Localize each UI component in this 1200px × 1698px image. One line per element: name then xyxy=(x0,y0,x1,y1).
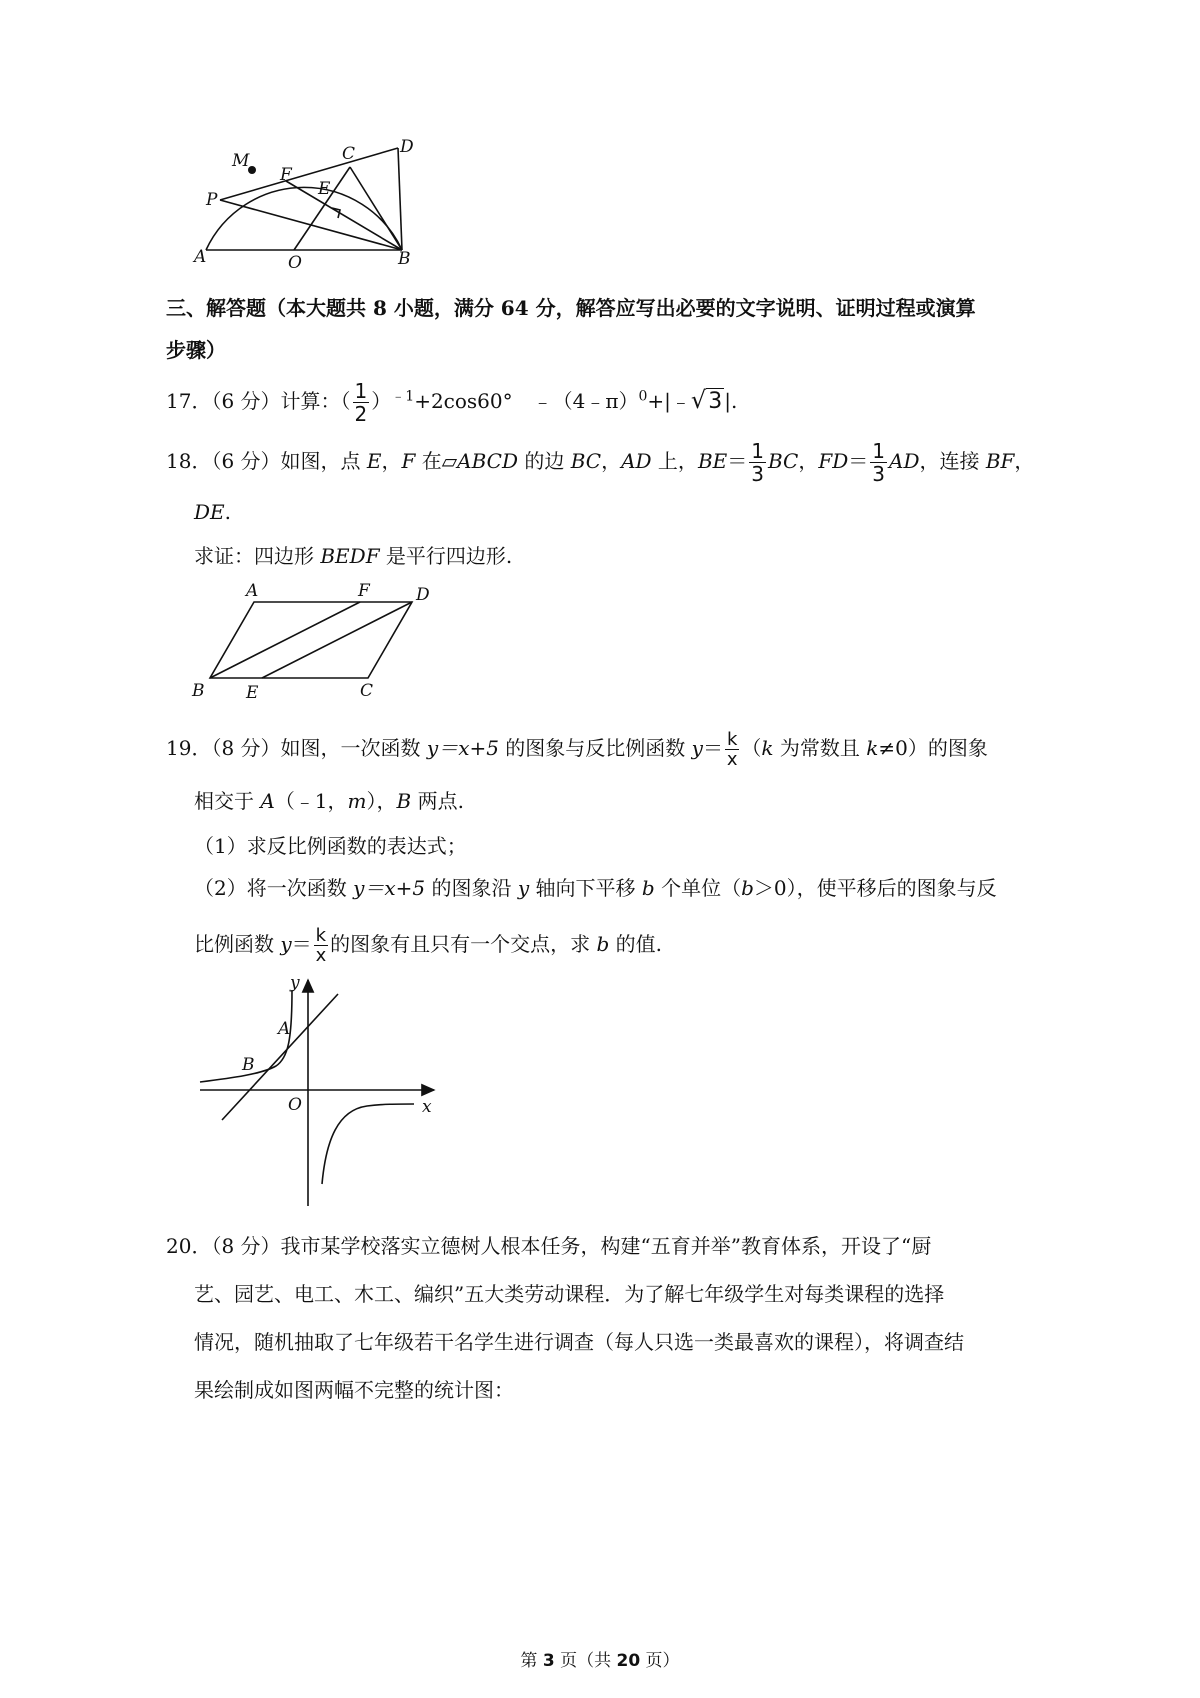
label-p: P xyxy=(206,190,218,210)
label-a: A xyxy=(246,581,259,601)
label-a: A xyxy=(278,1019,291,1039)
label-y: y xyxy=(290,973,300,993)
label-c: C xyxy=(360,681,374,701)
label-d: D xyxy=(400,137,414,157)
question-19-part2: （2）将一次函数 y＝x+5 的图象沿 y 轴向下平移 b 个单位（b＞0），使平移后的图象与反 xyxy=(194,876,997,900)
question-18: 18．（6 分）如图，点 E，F 在▱ABCD 的边 BC，AD 上，BE＝ $\frac{1}{3}$ BC，FD＝ $\frac{1}{3}$ AD，连接 BF， xyxy=(166,439,1035,486)
section-heading-cont: 步骤） xyxy=(166,338,226,362)
question-17: 17．（6 分）计算：（ $\frac{1}{2}$ ）$^{﹣1}$+2cos60° ﹣（4﹣π）$^0$+|﹣√3 |. xyxy=(166,379,738,426)
fraction-k-over-x: $\frac{k}{x}$ xyxy=(726,729,738,770)
label-o: O xyxy=(288,253,302,273)
label-a: A xyxy=(194,247,207,267)
label-e: E xyxy=(246,683,259,703)
label-b: B xyxy=(192,681,205,701)
label-o: O xyxy=(288,1095,302,1115)
label-b: B xyxy=(398,249,411,269)
question-20-cont: 情况，随机抽取了七年级若干名学生进行调查（每人只选一类最喜欢的课程），将调查结 xyxy=(194,1330,964,1354)
question-19-part1: （1）求反比例函数的表达式； xyxy=(194,834,467,858)
label-c: C xyxy=(342,144,356,164)
hyperbola-branch-right xyxy=(322,1104,414,1184)
question-19: 19．（8 分）如图，一次函数 y＝x+5 的图象与反比例函数 y＝ $\frac{k}{x}$ （k 为常数且 k≠0）的图象 xyxy=(166,729,988,770)
question-20-cont: 艺、园艺、电工、木工、编织”五大类劳动课程．为了解七年级学生对每类课程的选择 xyxy=(194,1282,945,1306)
question-18-cont: DE. xyxy=(194,500,231,524)
fraction-half: $\frac{1}{2}$ xyxy=(354,379,368,426)
line-y-eq-x-plus-5 xyxy=(222,994,338,1120)
label-f: F xyxy=(280,165,292,185)
fraction-third: $\frac{1}{3}$ xyxy=(751,439,764,486)
figure-parallelogram xyxy=(188,578,448,704)
question-19-part2-cont: 比例函数 y＝ $\frac{k}{x}$ 的图象有且只有一个交点，求 b 的值. xyxy=(194,925,662,966)
figure-function-graph xyxy=(192,970,452,1210)
question-20-cont: 果绘制成如图两幅不完整的统计图： xyxy=(194,1378,514,1402)
parallelogram-abcd xyxy=(210,602,412,678)
label-m: M xyxy=(232,151,250,171)
label-x: x xyxy=(422,1097,432,1117)
label-e: E xyxy=(318,179,331,199)
question-18-prove: 求证：四边形 BEDF 是平行四边形. xyxy=(194,544,513,568)
label-b: B xyxy=(242,1055,255,1075)
fraction-third: $\frac{1}{3}$ xyxy=(872,439,885,486)
semicircle-arc xyxy=(206,187,402,250)
question-19-cont: 相交于 A（﹣1，m），B 两点. xyxy=(194,789,464,813)
segment-fb xyxy=(286,181,402,250)
segment-bd xyxy=(398,148,402,250)
question-20: 20．（8 分）我市某学校落实立德树人根本任务，构建“五育并举”教育体系，开设了“厨 xyxy=(166,1234,932,1258)
page-footer: 第 3 页（共 20 页） xyxy=(520,1651,680,1671)
figure-semicircle xyxy=(190,130,430,275)
sqrt-three: √3 xyxy=(690,386,723,414)
fraction-k-over-x: $\frac{k}{x}$ xyxy=(315,925,327,966)
section-heading: 三、解答题（本大题共 8 小题，满分 64 分，解答应写出必要的文字说明、证明过程或演算 xyxy=(166,296,976,320)
label-f: F xyxy=(358,581,370,601)
label-d: D xyxy=(416,585,430,605)
